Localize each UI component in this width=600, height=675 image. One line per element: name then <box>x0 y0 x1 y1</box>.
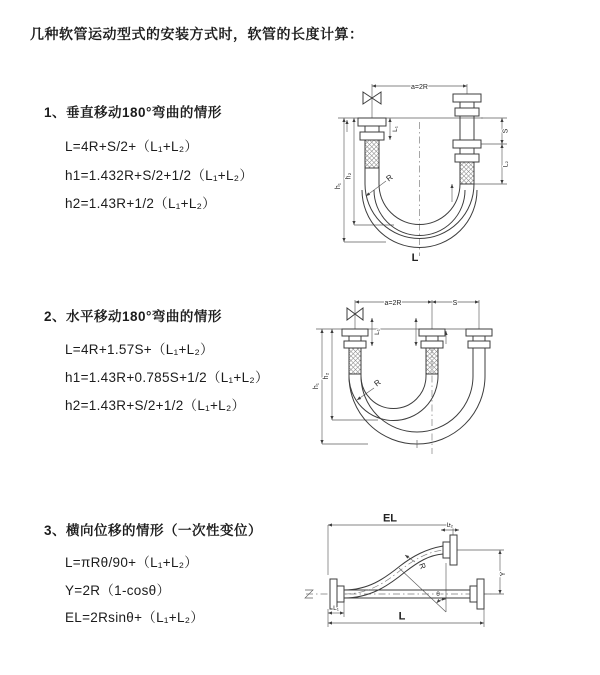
formula-3-3: EL=2Rsinθ+（L₁+L₂） <box>65 610 205 625</box>
dim-label-l2: L₂ <box>502 160 510 168</box>
left-pipe-fitting <box>342 329 368 374</box>
dim-label-l: L <box>411 252 419 264</box>
middle-pipe-fitting <box>419 329 445 374</box>
dim-label-h1: h₁ <box>313 382 320 390</box>
formula-2-1: L=4R+1.57S+（L₁+L₂） <box>65 342 214 357</box>
formula-1-3: h2=1.43R+1/2（L₁+L₂） <box>65 196 216 211</box>
left-pipe-fitting <box>358 118 386 168</box>
dim-label-h2: h₂ <box>323 372 330 380</box>
formula-3-2: Y=2R（1-cosθ） <box>65 583 171 598</box>
dim-label-h1: h₁ <box>335 182 342 190</box>
dimension-lines <box>316 300 492 444</box>
formula-2-3: h2=1.43R+S/2+1/2（L₁+L₂） <box>65 398 246 413</box>
dim-label-y: Y <box>500 571 507 577</box>
dim-label-theta: θ <box>436 591 440 598</box>
dim-label-r: R <box>384 172 395 184</box>
formula-1-1: L=4R+S/2+（L₁+L₂） <box>65 139 199 154</box>
section-3-heading: 3、横向位移的情形（一次性变位） <box>44 523 263 538</box>
dim-label-h2: h₂ <box>345 172 353 180</box>
diagram-lateral-displacement <box>298 505 600 637</box>
dim-label-r: R <box>372 377 383 389</box>
dim-label-s: S <box>452 299 458 307</box>
dimension-lines <box>338 84 507 242</box>
dim-label-s: S <box>502 128 510 134</box>
dim-label-l1: L₁ <box>374 329 381 335</box>
dim-label-l1: L₁ <box>333 605 339 612</box>
section-2-heading: 2、水平移动180°弯曲的情形 <box>44 309 222 324</box>
dim-label-a2r: a=2R <box>411 83 428 91</box>
dim-label-l2: L₂ <box>446 522 454 529</box>
formula-3-1: L=πRθ/90+（L₁+L₂） <box>65 555 199 570</box>
diagram-horizontal-180-bend <box>306 284 598 462</box>
dim-label-el: EL <box>382 512 398 525</box>
hose-u-bends <box>349 374 485 448</box>
section-1-heading: 1、垂直移动180°弯曲的情形 <box>44 105 222 120</box>
upper-flange-fitting <box>443 535 457 565</box>
right-flange-fitting <box>470 579 484 609</box>
page-title: 几种软管运动型式的安装方式时，软管的长度计算： <box>30 26 364 42</box>
dim-label-l1: L₁ <box>392 126 399 132</box>
dim-label-l: L <box>398 610 406 623</box>
formula-2-2: h1=1.43R+0.785S+1/2（L₁+L₂） <box>65 370 269 385</box>
dimension-lines <box>328 525 504 627</box>
right-pipe-fitting <box>466 329 492 376</box>
right-pipe-fitting <box>453 94 481 184</box>
diagram-vertical-180-bend <box>302 68 557 264</box>
formula-1-2: h1=1.432R+S/2+1/2（L₁+L₂） <box>65 168 254 183</box>
dim-label-a2r: a=2R <box>384 299 402 307</box>
dim-label-r: R <box>417 561 428 571</box>
